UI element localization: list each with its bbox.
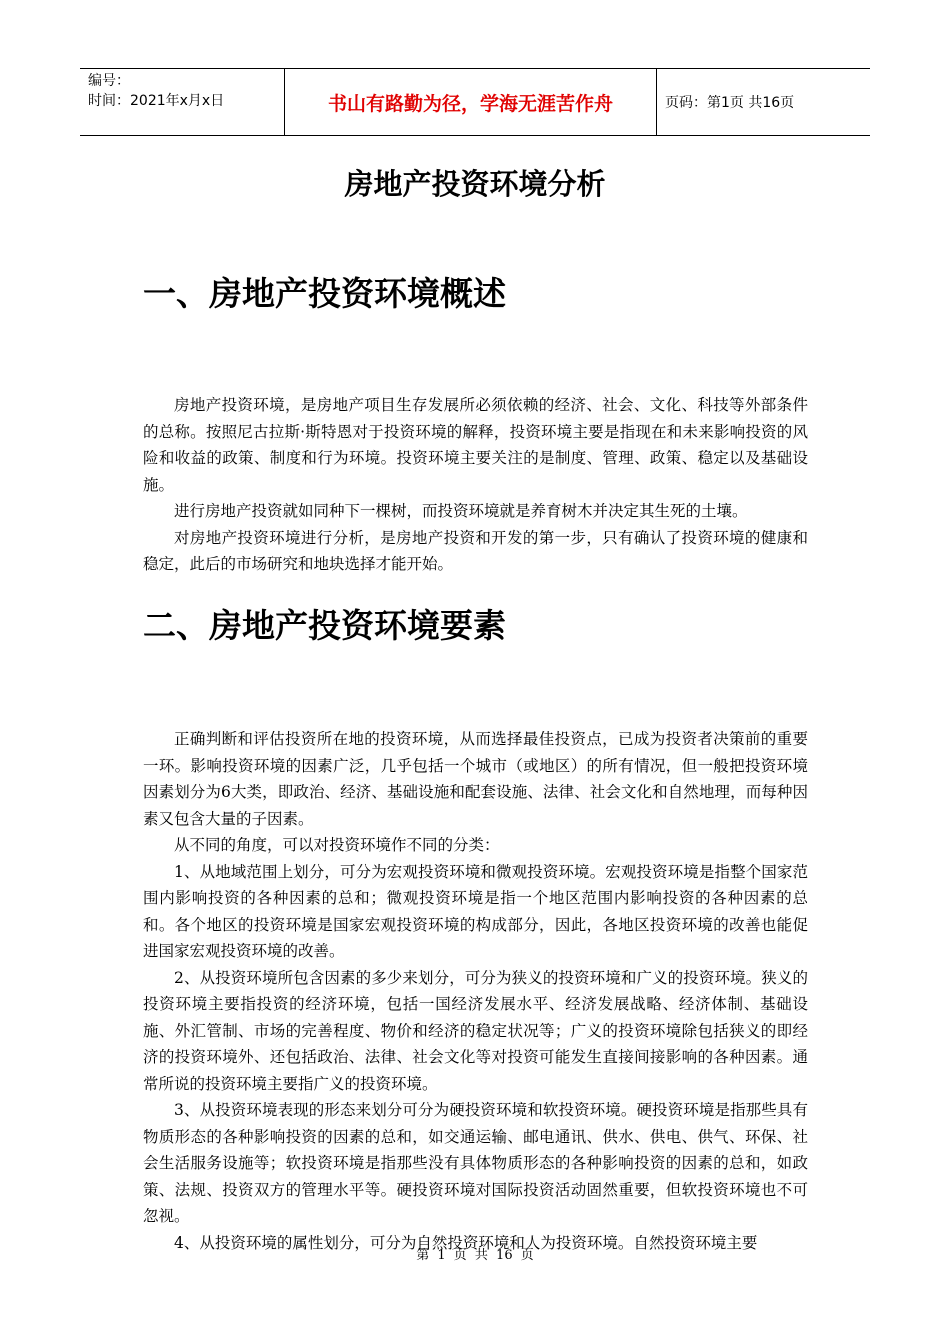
paragraph: 4、从投资环境的属性划分，可分为自然投资环境和人为投资环境。自然投资环境主要 (174, 1233, 758, 1252)
header-table (80, 68, 870, 136)
section-1-heading: 一、房地产投资环境概述 (143, 274, 506, 313)
paragraph: 从不同的角度，可以对投资环境作不同的分类： (174, 836, 500, 854)
section-2-body (143, 726, 808, 1256)
paragraph: 进行房地产投资就如同种下一棵树，而投资环境就是养育树木并决定其生死的土壤。 (174, 502, 748, 520)
page-footer: 第 1 页 共 16 页 (416, 1248, 534, 1263)
section-1-body (143, 392, 808, 578)
paragraph: 正确判断和评估投资所在地的投资环境，从而选择最佳投资点，已成为投资者决策前的重要一环。影响投资环境的因素广泛，几乎包括一个城市（或地区）的所有情况，但一般把投资环境因素划分为6大类，即政治、经济、基础设施和配套设施、法律、社会文化和自然地理，而每种因素又包含大量的子因素。 (143, 730, 808, 828)
document-title: 房地产投资环境分析 (344, 167, 606, 201)
header-motto: 书山有路勤为径，学海无涯苦作舟 (284, 69, 657, 135)
section-2-heading: 二、房地产投资环境要素 (143, 606, 506, 645)
date-line: 时间：2021年x月x日 (88, 93, 225, 109)
paragraph: 对房地产投资环境进行分析，是房地产投资和开发的第一步，只有确认了投资环境的健康和稳定，此后的市场研究和地块选择才能开始。 (143, 528, 808, 573)
number-label: 编号： (88, 73, 130, 89)
header-meta (80, 69, 284, 135)
paragraph: 2、从投资环境所包含因素的多少来划分，可分为狭义的投资环境和广义的投资环境。狭义的投资环境主要指投资的经济环境，包括一国经济发展水平、经济发展战略、经济体制、基础设施、外汇管制、市场的完善程度、物价和经济的稳定状况等；广义的投资环境除包括狭义的即经济的投资环境外、还包括政治、法律、社会文化等对投资可能发生直接间接影响的各种因素。通常所说的投资环境主要指广义的投资环境。 (143, 968, 808, 1093)
paragraph: 1、从地域范围上划分，可分为宏观投资环境和微观投资环境。宏观投资环境是指整个国家范围内影响投资的各种因素的总和；微观投资环境是指一个地区范围内影响投资的各种因素的总和。各个地区的投资环境是国家宏观投资环境的构成部分，因此，各地区投资环境的改善也能促进国家宏观投资环境的改善。 (143, 862, 808, 960)
paragraph: 房地产投资环境，是房地产项目生存发展所必须依赖的经济、社会、文化、科技等外部条件的总称。按照尼古拉斯·斯特恩对于投资环境的解释，投资环境主要是指现在和未来影响投资的风险和收益的政策、制度和行为环境。投资环境主要关注的是制度、管理、政策、稳定以及基础设施。 (143, 396, 808, 494)
header-page-code: 页码：第1页 共16页 (665, 95, 795, 111)
paragraph: 3、从投资环境表现的形态来划分可分为硬投资环境和软投资环境。硬投资环境是指那些具有物质形态的各种影响投资的因素的总和，如交通运输、邮电通讯、供水、供电、供气、环保、社会生活服务设施等；软投资环境是指那些没有具体物质形态的各种影响投资的因素的总和，如政策、法规、投资双方的管理水平等。硬投资环境对国际投资活动固然重要，但软投资环境也不可忽视。 (143, 1101, 808, 1225)
